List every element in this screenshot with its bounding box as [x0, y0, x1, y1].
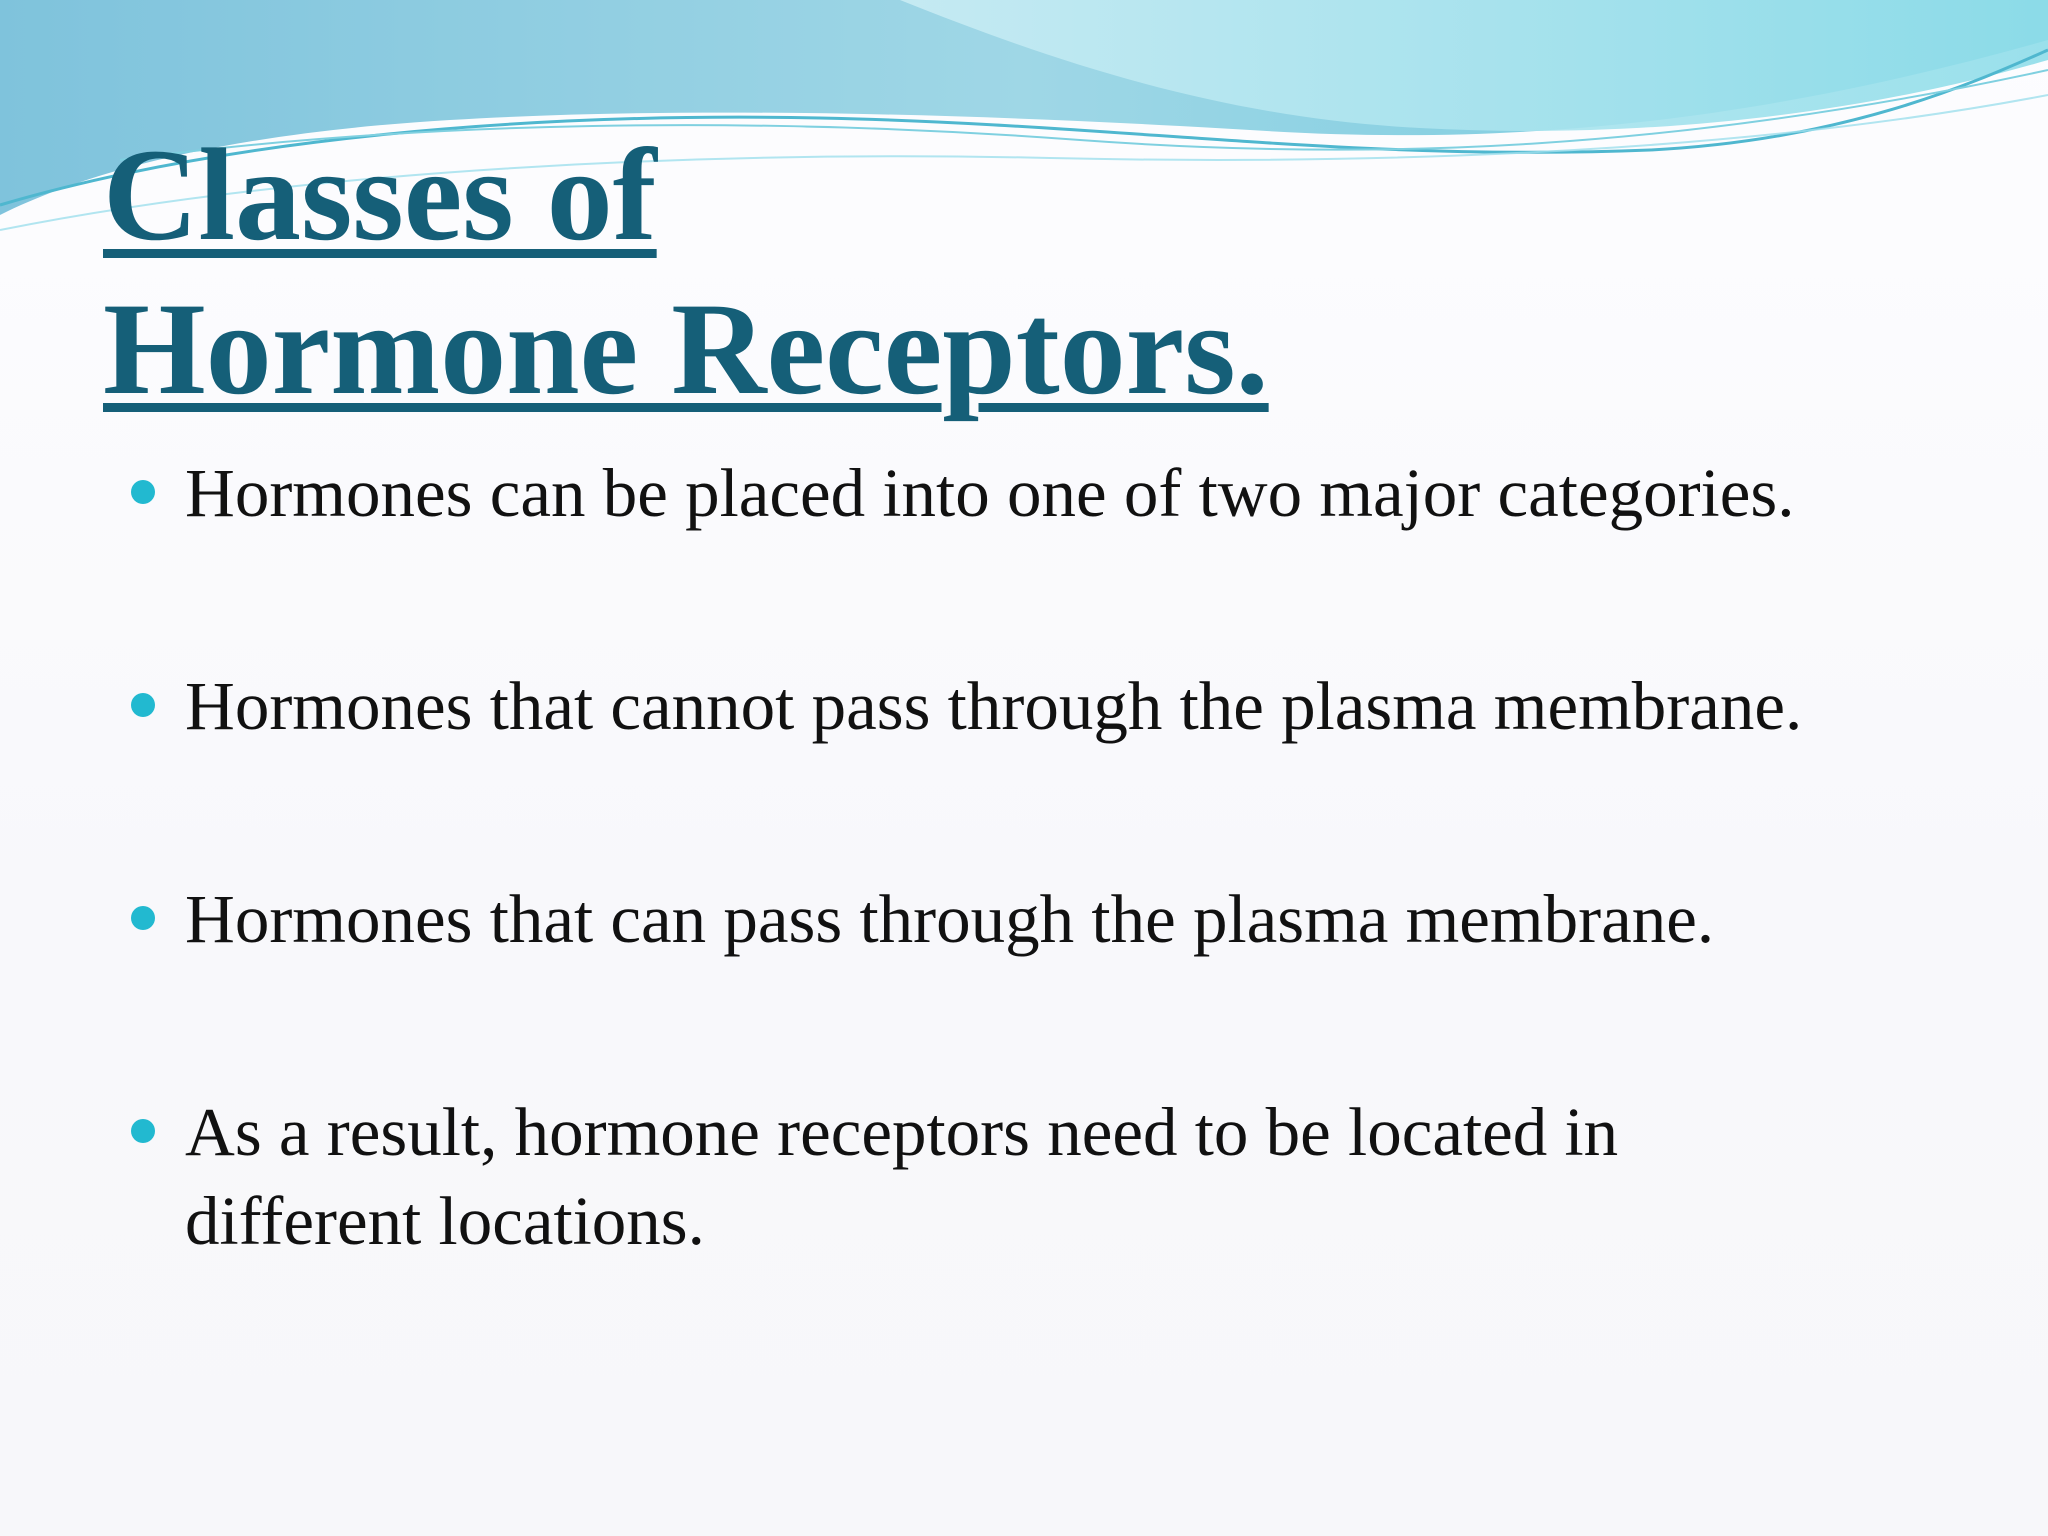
bullet-item-4-line-2: different locations.: [185, 1183, 705, 1259]
bullet-item-4-line-1: As a result, hormone receptors need to be located in: [185, 1094, 1619, 1170]
bullet-marker-icon: [131, 480, 155, 504]
bullet-marker-icon: [131, 693, 155, 717]
bullet-item-3: Hormones that can pass through the plasma membrane.: [185, 881, 1715, 957]
bullet-item-2: Hormones that cannot pass through the plasma membrane.: [185, 668, 1803, 744]
bullet-item-1: Hormones can be placed into one of two major categories.: [185, 455, 1795, 531]
slide-title-line-1: Classes of: [103, 121, 657, 268]
bullet-marker-icon: [131, 1119, 155, 1143]
bullet-marker-icon: [131, 906, 155, 930]
slide-title-line-2: Hormone Receptors.: [103, 275, 1269, 422]
